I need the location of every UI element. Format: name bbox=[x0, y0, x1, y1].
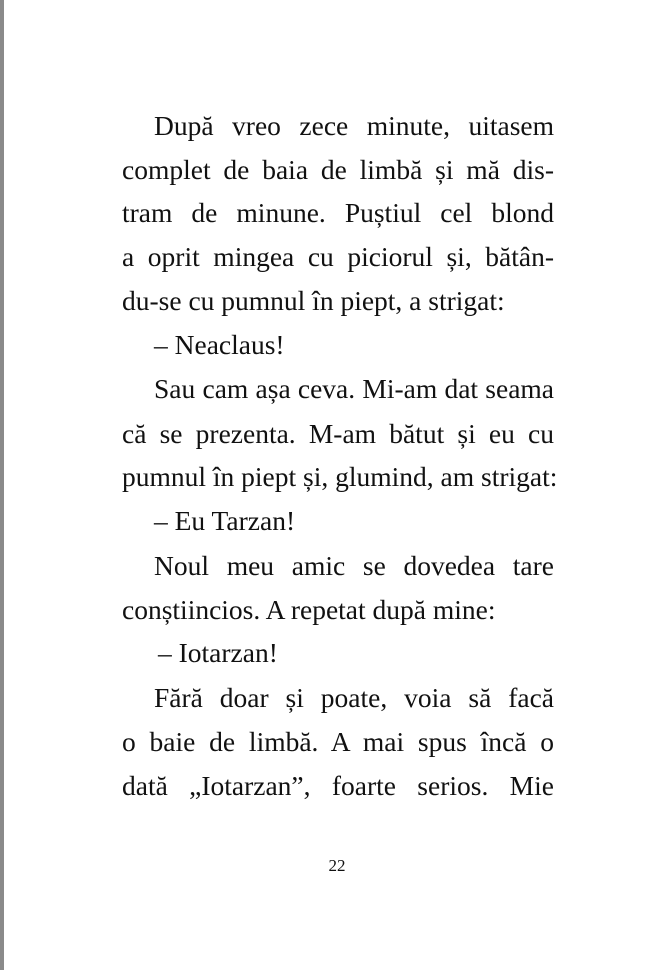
text-line: că se prezenta. M-am bătut și eu cu bbox=[122, 418, 554, 449]
text-line: complet de baia de limbă și mă dis- bbox=[122, 154, 554, 185]
dialogue-line: – Eu Tarzan! bbox=[154, 505, 296, 536]
text-line: conștiincios. A repetat după mine: bbox=[122, 594, 496, 625]
text-line: pumnul în piept și, glumind, am strigat: bbox=[122, 461, 558, 492]
text-line: După vreo zece minute, uitasem bbox=[154, 110, 554, 141]
dialogue-line: – Neaclaus! bbox=[154, 329, 285, 360]
text-line: dată „Iotarzan”, foarte serios. Mie bbox=[122, 770, 554, 801]
text-line: a oprit mingea cu piciorul și, bătân- bbox=[122, 241, 554, 272]
text-line: Fără doar și poate, voia să facă bbox=[154, 682, 554, 713]
dialogue-line: – Iotarzan! bbox=[158, 637, 278, 668]
text-line: du-se cu pumnul în piept, a strigat: bbox=[122, 285, 505, 316]
text-line: tram de minune. Puștiul cel blond bbox=[122, 197, 554, 228]
page-number: 22 bbox=[328, 856, 346, 875]
text-line: o baie de limbă. A mai spus încă o bbox=[122, 726, 554, 757]
page-edge bbox=[0, 0, 4, 970]
text-line: Sau cam așa ceva. Mi-am dat seama bbox=[154, 373, 554, 404]
text-line: Noul meu amic se dovedea tare bbox=[154, 550, 554, 581]
